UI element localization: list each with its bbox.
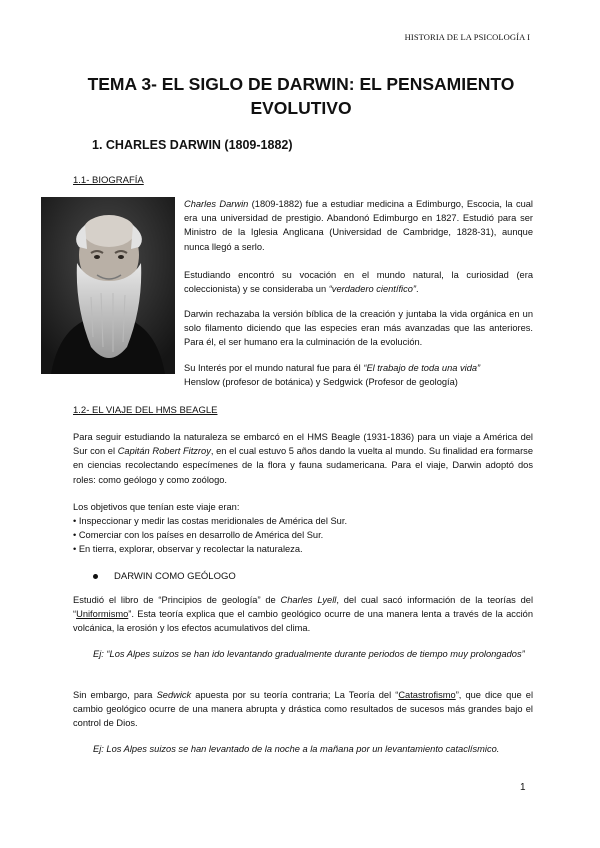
biografia-p2-end: . [416,284,419,295]
objetivo-item: • Inspeccionar y medir las costas meridionales de América del Sur. [73,516,348,526]
geologo-p1-a: Estudió el libro de “Principios de geología” de [73,595,281,605]
geologo-paragraph-2 [73,688,533,731]
page-title [60,72,542,120]
darwin-portrait-illustration [41,197,175,374]
bullet-icon [93,574,98,579]
biografia-p4-text: Su Interés por el mundo natural fue para él [184,363,364,373]
objetivos-list [73,514,533,557]
subsection-heading-biografia: 1.1- BIOGRAFÍA [73,175,144,186]
biografia-paragraph-4 [184,361,533,389]
viaje-p1-text-a: Para seguir estudiando la naturaleza se embarcó en el HMS Beagle (1931-1836) para un viaje a América del Sur con el [73,432,533,457]
geologo-p2-underline: Catastrofismo [398,690,456,700]
geologo-p2-italic: Sedwick [156,690,192,700]
viaje-p1-italic: Capitán Robert Fitzroy [117,446,211,457]
objetivos-intro: Los objetivos que tenían este viaje eran: [73,502,240,512]
biografia-p4-italic: “El trabajo de toda una vida” [363,363,481,373]
title-line-2: EVOLUTIVO [250,98,352,118]
geologo-p2-a: Sin embargo, para [73,690,157,700]
viaje-p1-text-b: , en el cual estuvo 5 años dando la vuelta al mundo. Su finalidad era formarse en ciencias recolectando especímenes de la flora y fauna sudamericana. Para el viaje, Darwin adoptó dos roles: como geólogo y como zoólogo. [73,446,533,485]
geologo-heading [93,571,236,582]
section-heading-darwin: 1. CHARLES DARWIN (1809-1882) [92,138,293,152]
geologo-paragraph-1 [73,593,533,636]
objetivo-item: • Comerciar con los países en desarrollo de América del Sur. [73,530,324,541]
geologo-heading-text: DARWIN COMO GEÓLOGO [114,571,236,582]
subsection-heading-viaje: 1.2- EL VIAJE DEL HMS BEAGLE [73,405,218,416]
viaje-paragraph-1 [73,430,533,487]
example-uniformismo: Ej: “Los Alpes suizos se han ido levantando gradualmente durante periodos de tiempo muy prolongados” [93,649,525,659]
objetivo-item: • En tierra, explorar, observar y recolectar la naturaleza. [73,544,303,555]
biografia-name-italic: Charles Darwin [184,199,249,209]
geologo-p1-c: ”. Esta teoría explica que el cambio geológico ocurre de una manera lenta a través de la acción volcánica, la erosión y los efectos acumulativos del clima. [73,609,533,634]
biografia-p2-italic: “verdadero científico” [328,284,417,295]
geologo-p1-underline: Uniformismo [76,609,129,620]
geologo-p1-italic: Charles Lyell [280,595,337,605]
geologo-p2-c: ”, que dice que el cambio geológico ocurre de una manera abrupta y drástica como resultados de sucesos más grandes bajo el control de Dios. [73,690,534,729]
biografia-paragraph-1 [184,197,533,254]
biografia-p2-text: Estudiando encontró su vocación en el mundo natural, la curiosidad (era coleccionista) y se consideraba un [184,270,533,295]
biografia-paragraph-3: Darwin rechazaba la versión bíblica de la creación y juntaba la vida orgánica en un solo filamento diciendo que las especies eran más avanzadas que las anteriores. Para él, el ser humano era la culminación de la evolución. [184,309,533,348]
biografia-paragraph-2 [184,268,533,296]
example-catastrofismo: Ej: Los Alpes suizos se han levantado de la noche a la mañana por un levantamiento cataclísmico. [93,744,500,754]
geologo-p2-b: apuesta por su teoría contraria; La Teoría del “ [191,690,399,700]
running-header: HISTORIA DE LA PSICOLOGÍA I [404,32,530,42]
title-line-1: TEMA 3- EL SIGLO DE DARWIN: EL PENSAMIENTO [87,74,515,94]
biografia-p4-line2: Henslow (profesor de botánica) y Sedgwick (Profesor de geología) [184,377,458,388]
geologo-p1-b: , del cual sacó información de la teorías del “ [73,595,534,620]
page-number: 1 [520,782,526,793]
biografia-p1-text: (1809-1882) fue a estudiar medicina a Edimburgo, Escocia, la cual era una universidad de prestigio. Abandonó Edimburgo en 1827. Estudió para ser Ministro de la Iglesia Anglicana (Universidad de Cambridge, 1828-31), aunque nunca llegó a serlo. [184,199,533,252]
darwin-portrait [41,197,175,374]
